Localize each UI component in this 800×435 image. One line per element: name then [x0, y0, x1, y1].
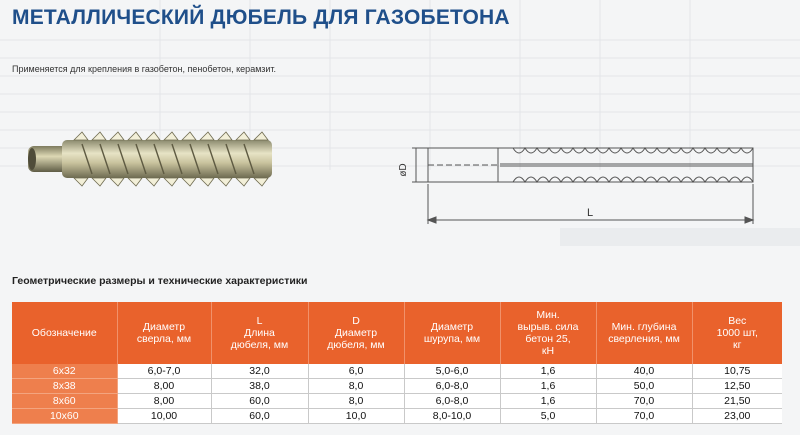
table-header-row: [12, 302, 782, 364]
dowel-technical-drawing: [388, 128, 768, 233]
table-title: Геометрические размеры и технические характеристики: [12, 275, 308, 287]
cell-pullout-force: 5,0: [500, 409, 596, 424]
cell-drilling-depth: 70,0: [596, 394, 692, 409]
cell-dowel-diameter: 8,0: [308, 394, 404, 409]
page-title: МЕТАЛЛИЧЕСКИЙ ДЮБЕЛЬ ДЛЯ ГАЗОБЕТОНА: [12, 6, 510, 29]
table-row: [12, 364, 782, 379]
header-screw-diameter: Диаметр шурупа, мм: [404, 302, 500, 364]
cell-drill-diameter: 8,00: [117, 394, 211, 409]
cell-drilling-depth: 40,0: [596, 364, 692, 379]
cell-designation: 6x32: [12, 364, 117, 379]
cell-weight: 12,50: [692, 379, 782, 394]
header-weight: Вес 1000 шт, кг: [692, 302, 782, 364]
cell-dowel-length: 60,0: [211, 394, 308, 409]
header-drill-diameter: Диаметр сверла, мм: [117, 302, 211, 364]
header-pullout-force: Мин. вырыв. сила бетон 25, кН: [500, 302, 596, 364]
cell-screw-diameter: 8,0-10,0: [404, 409, 500, 424]
header-drilling-depth: Мин. глубина сверления, мм: [596, 302, 692, 364]
table-row: [12, 409, 782, 424]
table-row: [12, 394, 782, 409]
cell-dowel-diameter: 6,0: [308, 364, 404, 379]
cell-dowel-length: 32,0: [211, 364, 308, 379]
cell-dowel-length: 60,0: [211, 409, 308, 424]
specs-table: [12, 302, 782, 424]
cell-dowel-diameter: 10,0: [308, 409, 404, 424]
cell-drilling-depth: 70,0: [596, 409, 692, 424]
cell-dowel-diameter: 8,0: [308, 379, 404, 394]
cell-screw-diameter: 6,0-8,0: [404, 394, 500, 409]
cell-designation: 8x60: [12, 394, 117, 409]
cell-designation: 10x60: [12, 409, 117, 424]
cell-dowel-length: 38,0: [211, 379, 308, 394]
length-label: L: [586, 207, 594, 219]
header-dowel-diameter: D Диаметр дюбеля, мм: [308, 302, 404, 364]
diameter-label: øD: [398, 163, 409, 177]
header-dowel-length: L Длина дюбеля, мм: [211, 302, 308, 364]
cell-drilling-depth: 50,0: [596, 379, 692, 394]
cell-designation: 8x38: [12, 379, 117, 394]
cell-drill-diameter: 8,00: [117, 379, 211, 394]
cell-weight: 10,75: [692, 364, 782, 379]
cell-weight: 21,50: [692, 394, 782, 409]
header-designation: Обозначение: [12, 302, 117, 364]
cell-screw-diameter: 5,0-6,0: [404, 364, 500, 379]
cell-screw-diameter: 6,0-8,0: [404, 379, 500, 394]
cell-pullout-force: 1,6: [500, 364, 596, 379]
cell-pullout-force: 1,6: [500, 379, 596, 394]
page-subtitle: Применяется для крепления в газобетон, пенобетон, керамзит.: [12, 64, 277, 74]
table-row: [12, 379, 782, 394]
cell-weight: 23,00: [692, 409, 782, 424]
dowel-photo: [22, 128, 292, 190]
cell-pullout-force: 1,6: [500, 394, 596, 409]
cell-drill-diameter: 6,0-7,0: [117, 364, 211, 379]
cell-drill-diameter: 10,00: [117, 409, 211, 424]
